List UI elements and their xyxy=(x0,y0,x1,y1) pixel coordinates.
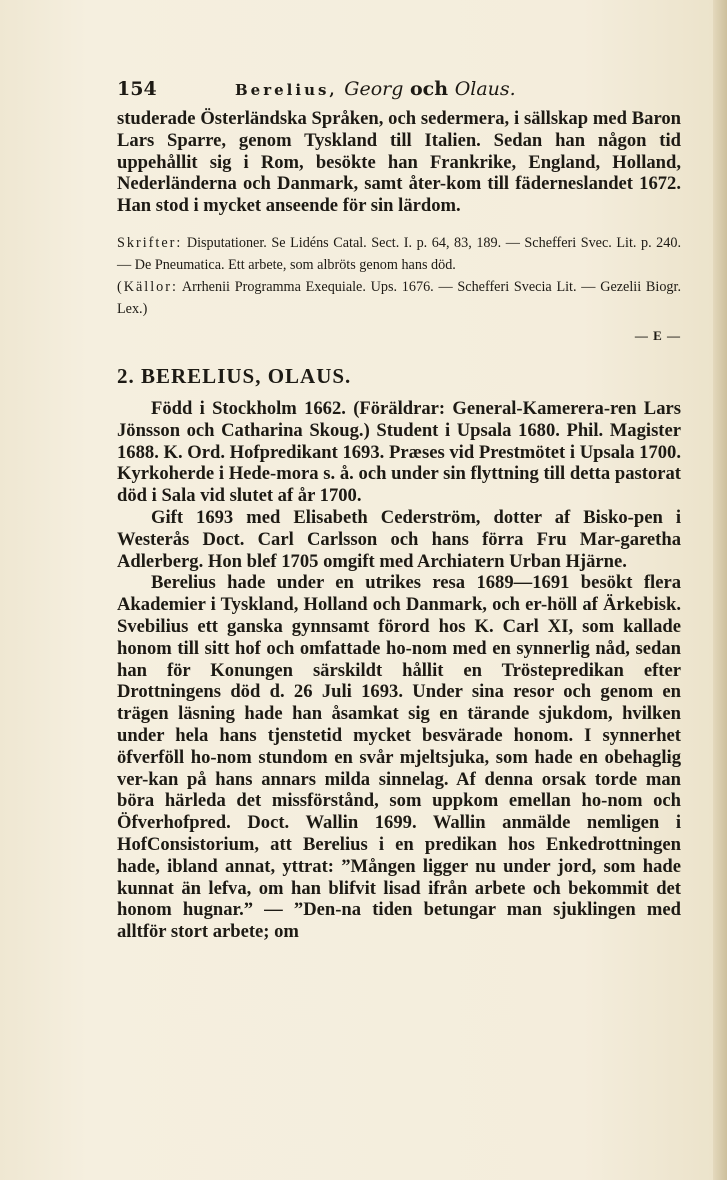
entry-body xyxy=(117,398,681,943)
kallor-label: (Källor: xyxy=(117,278,178,295)
author-signature: — E — xyxy=(634,327,681,343)
skrifter-label: Skrifter: xyxy=(117,234,183,251)
page-content xyxy=(117,78,681,943)
running-name: Berelius, xyxy=(235,81,338,99)
running-header xyxy=(117,78,681,108)
notes-block xyxy=(117,232,681,347)
entry-paragraph-career: Berelius hade under en utrikes resa 1689—1691 besökt flera Akademier i Tyskland, Holland och Danmark, och er-höll af Ärkebisk. Svebilius ett ganska gynnsamt förord hos K. Carl XI, som kallade honom till sitt hof och omfattade ho-nom med en synnerlig nåd, sedan han för Konungen särskildt hållit en Tröstepredikan efter Drottningens död d. 26 Juli 1693. Under sina resor och genom en trägen läsning hade han åsamkat sig en tärande sjukdom, hvilken under hela hans tjenstetid mycket besvärade honom. I synnerhet öfverföll ho-nom stundom en svår mjeltsjuka, som hade en obehaglig ver-kan på hans annars milda sinnelag. Af denna orsak torde man böra härleda det missförstånd, som uppkom emellan ho-nom och Öfverhofpred. Doct. Wallin 1699. Wallin anmälde nemligen i HofConsistorium, att Berelius i en predikan hos Enkedrottningen hade, ibland annat, yttrat: ”Mången ligger nu under jord, som hade kunnat än lefva, om han blifvit lisad ifrån arbete och bekommit det honom hugnar.” — ”Den-na tiden betungar man sjuklingen med alltför stort arbete; om xyxy=(117,572,681,943)
page-edge xyxy=(713,0,727,1180)
running-olaus: Olaus. xyxy=(454,78,516,100)
entry-title: 2. BERELIUS, OLAUS. xyxy=(117,363,352,388)
entry-paragraph-birth: Född i Stockholm 1662. (Föräldrar: General-Kamerera-ren Lars Jönsson och Catharina Skoug.) Student i Upsala 1680. Phil. Magister 1688. K. Ord. Hofpredikant 1693. Præses vid Prestmötet i Upsala 1700. Kyrkoherde i Hede-mora s. å. och under sin flyttning till detta pastorat död i Sala vid slutet af år 1700. xyxy=(117,397,681,507)
running-och: och xyxy=(410,78,449,100)
skrifter-note xyxy=(117,232,681,276)
continued-paragraph: studerade Österländska Språken, och sedermera, i sällskap med Baron Lars Sparre, genom Tyskland till Italien. Sedan han någon tid uppehållit sig i Rom, besökte han Frankrike, England, Holland, Nederländerna och Danmark, samt åter-kom till fäderneslandet 1672. Han stod i mycket anseende för sin lärdom. xyxy=(117,108,681,217)
kallor-text: Arrhenii Programma Exequiale. Ups. 1676. — Schefferi Svecia Lit. — Gezelii Biogr. Lex.) xyxy=(117,278,682,317)
skrifter-text: Disputationer. Se Lidéns Catal. Sect. I. p. 64, 83, 189. — Schefferi Svec. Lit. p. 240. — De Pneumatica. Ett arbete, som albröts genom hans död. xyxy=(117,234,682,273)
running-given-name: Georg xyxy=(344,78,404,100)
running-title xyxy=(235,78,675,100)
kallor-note xyxy=(117,276,681,320)
entry-paragraph-marriage: Gift 1693 med Elisabeth Cederström, dotter af Bisko-pen i Westerås Doct. Carl Carlsson och hans förra Fru Mar-garetha Adlerberg. Hon blef 1705 omgift med Archiatern Urban Hjärne. xyxy=(117,506,681,572)
page-number: 154 xyxy=(117,78,157,100)
